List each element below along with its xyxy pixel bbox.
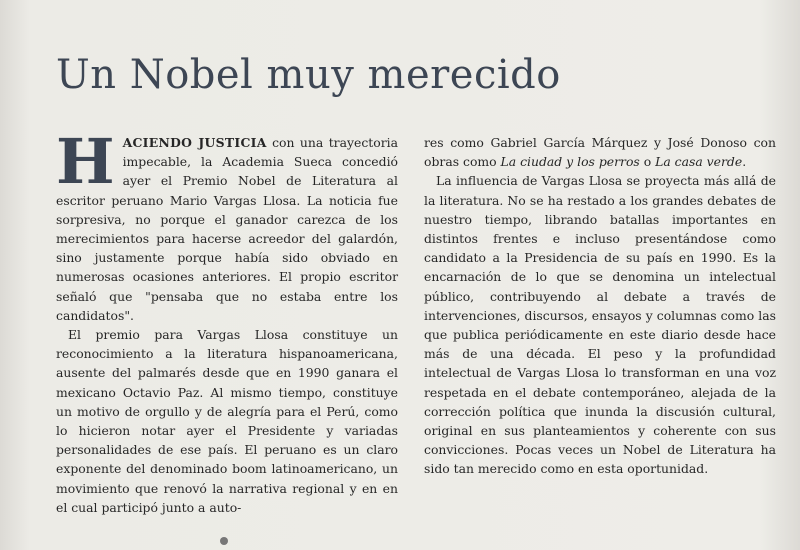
bleed-through-text-left xyxy=(0,90,40,530)
paragraph-3 xyxy=(424,133,776,171)
paragraph-4: La influencia de Vargas Llosa se proyecta más allá de la literatura. No se ha restado a los grandes debates de nuestro tiempo, librando batallas importantes en distintos frentes e incluso presentándose como candidato a la Presidencia de su país en 1990. Es la encarnación de lo que se denomina un intelectual público, contribuyendo al debate a través de intervenciones, discursos, ensayos y columnas como las que publica periódicamente en este diario desde hace más de una década. El peso y la profundidad intelectual de Vargas Llosa lo transforman en una voz respetada en el debate contemporáneo, alejada de la corrección política que inunda la discusión cultural, original en sus planteamientos y coherente con sus convicciones. Pocas veces un Nobel de Literatura ha sido tan merecido como en esta oportunidad. xyxy=(424,173,776,477)
drop-cap: H xyxy=(56,125,115,198)
headline: Un Nobel muy merecido xyxy=(56,52,561,98)
lead-in-smallcaps: ACIENDO JUSTICIA xyxy=(122,135,267,150)
article-column-right xyxy=(424,133,776,479)
paragraph-3-text-a: res como Gabriel García Márquez y José Donoso con obras como xyxy=(424,135,776,170)
paragraph-1-text: con una trayectoria impecable, la Academia Sueca concedió ayer el Premio Nobel de Literatura al escritor peruano Mario Vargas Llosa. La noticia fue sorpresiva, no porque el ganador carezca de los merecimientos para hacerse acreedor del galardón, sino justamente porque había sido obviado en numerosas ocasiones anteriores. El propio escritor señaló que "pensaba que no estaba entre los candidatos". xyxy=(56,135,398,323)
book-title-1: La ciudad y los perros xyxy=(500,154,640,170)
bleed-through-text-top xyxy=(40,0,760,40)
paragraph-3-text-end: . xyxy=(742,154,747,170)
book-title-2: La casa verde xyxy=(655,154,743,170)
bullet-icon xyxy=(220,537,228,545)
paragraph-1 xyxy=(56,125,398,325)
footer-bleed-through xyxy=(220,536,580,548)
paragraph-2: El premio para Vargas Llosa constituye un reconocimiento a la literatura hispanoamericana, ausente del palmarés desde que en 1990 ganara el mexicano Octavio Paz. Al mismo tiempo, constituye un motivo de orgullo y de alegría para el Perú, como lo hicieron notar ayer el Presidente y variadas personalidades de ese país. El peruano es un claro exponente del denominado boom latinoamericano, un movimiento que renovó la narrativa regional y en en el cual participó junto a auto- xyxy=(56,327,398,515)
paragraph-3-text-mid: o xyxy=(639,154,656,170)
article-column-left xyxy=(56,125,398,517)
